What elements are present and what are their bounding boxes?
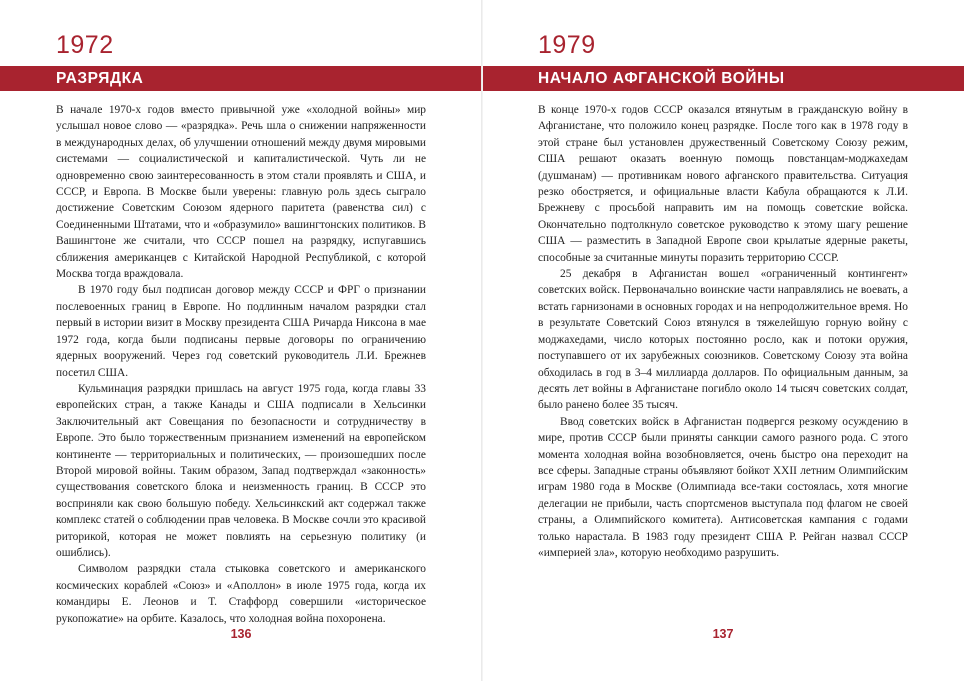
left-page-year: 1972 <box>56 31 114 59</box>
book-gutter <box>481 0 483 681</box>
right-paragraph-3: Ввод советских войск в Афганистан подвергся резкому осуждению в мире, против СССР были приняты санкции самого разного рода. С этого момента холодная война возобновляется, очень быстро она переходит на все сферы. Западные страны объявляют бойкот XXII летним Олимпийским играм 1980 года в Москве (Олимпиада все-таки состоялась, хотя многие делегации не прибыли, часть спортсменов выступала под флагом не своей страны, а Олимпийского комитета). Антисоветская кампания с годами только нарастала. В 1983 году президент США Р. Рейган назвал СССР «империей зла», которую необходимо разрушить. <box>538 415 908 559</box>
left-paragraph-1: В начале 1970-х годов вместо привычной уже «холодной войны» мир услышал новое слово — «разрядка». Речь шла о снижении напряженности в международных делах, об улучшении отношений между двумя мировыми системами — социалистической и капиталистической. Чуть ли не одновременно свою заинтересованность в этом стали проявлять и США, и СССР, и Европа. В Москве были уверены: главную роль здесь сыграло достижение Советским Союзом ядерного паритета (равенства сил) с Соединенными Штатами, что и «образумило» вашингтонских политиков. В Вашингтоне же считали, что СССР пошел на разрядку, испугавшись сближения американцев с Китайской Народной Республикой, с которой Москва тогда враждовала. <box>56 104 426 281</box>
right-page-number: 137 <box>712 627 734 641</box>
left-paragraph-2: В 1970 году был подписан договор между СССР и ФРГ о признании послевоенных границ в Европе. Но подлинным началом разрядки стал первый в истории визит в Москву президента США Ричарда Никсона в мае 1972 года, когда были подписаны первые договоры по ограничению ядерных вооружений. Через год советский руководитель Л.И. Брежнев посетил США. <box>56 284 426 379</box>
right-page-year: 1979 <box>538 31 596 59</box>
left-paragraph-4: Символом разрядки стала стыковка советского и американского космических кораблей «Союз» и «Аполлон» в июле 1975 года, когда их командиры Е. Леонов и Т. Стаффорд совершили «историческое рукопожатие» на орбите. Казалось, что холодная война похоронена. <box>56 563 426 625</box>
right-paragraph-2: 25 декабря в Афганистан вошел «ограниченный контингент» советских войск. Первоначально воинские части направлялись не воевать, а встать гарнизонами в основных городах и на непродолжительное время. Но в результате Советский Союз втянулся в тяжелейшую горную войну с моджахедами, число которых постоянно росло, как и потоки оружия, поступавшего от их зарубежных союзников. Советскому Союзу эта война обходилась в год в 3–4 миллиарда долларов. По официальным данным, за десять лет войны в Афганистане погибло около 14 тысяч советских солдат, было ранено более 35 тысяч. <box>538 268 908 412</box>
right-page-body <box>538 102 908 561</box>
left-page-number: 136 <box>230 627 252 641</box>
right-paragraph-1: В конце 1970-х годов СССР оказался втянутым в гражданскую войну в Афганистане, что положило конец разрядке. После того как в 1978 году в этой стране был установлен дружественный Советскому Союзу режим, США решают оказать военную помощь повстанцам-моджахедам (душманам) — противникам нового афганского правительства. Ситуация резко обостряется, и официальные власти Кабула обращаются к Л.И. Брежневу с просьбой направить им на помощь советские войска. Окончательно подтолкнуло советское руководство к этому шагу решение США — разместить в Западной Европе свои крылатые ядерные ракеты, способные за считанные минуты поразить территорию СССР. <box>538 104 908 264</box>
left-page-heading-band <box>0 66 481 91</box>
right-page-heading-band <box>483 66 964 91</box>
left-page-heading: РАЗРЯДКА <box>56 70 144 87</box>
right-page-heading: НАЧАЛО АФГАНСКОЙ ВОЙНЫ <box>538 70 785 87</box>
left-page-body <box>56 102 426 627</box>
left-paragraph-3: Кульминация разрядки пришлась на август 1975 года, когда главы 33 европейских стран, а также Канады и США подписали в Хельсинки Заключительный акт Совещания по безопасности и сотрудничеству в Европе. Это было торжественным признанием изменений на европейском континенте — территориальных и политических, — произошедших после Второй мировой войны. Таким образом, Запад подтверждал «законность» существования советского блока и неизменность границ. В СССР это восприняли как свою большую победу. Хельсинкский акт содержал также комплекс статей о соблюдении прав человека. В Москве сочли это красивой риторикой, которая не может повлиять на серьезную политику (и ошиблись). <box>56 382 426 559</box>
